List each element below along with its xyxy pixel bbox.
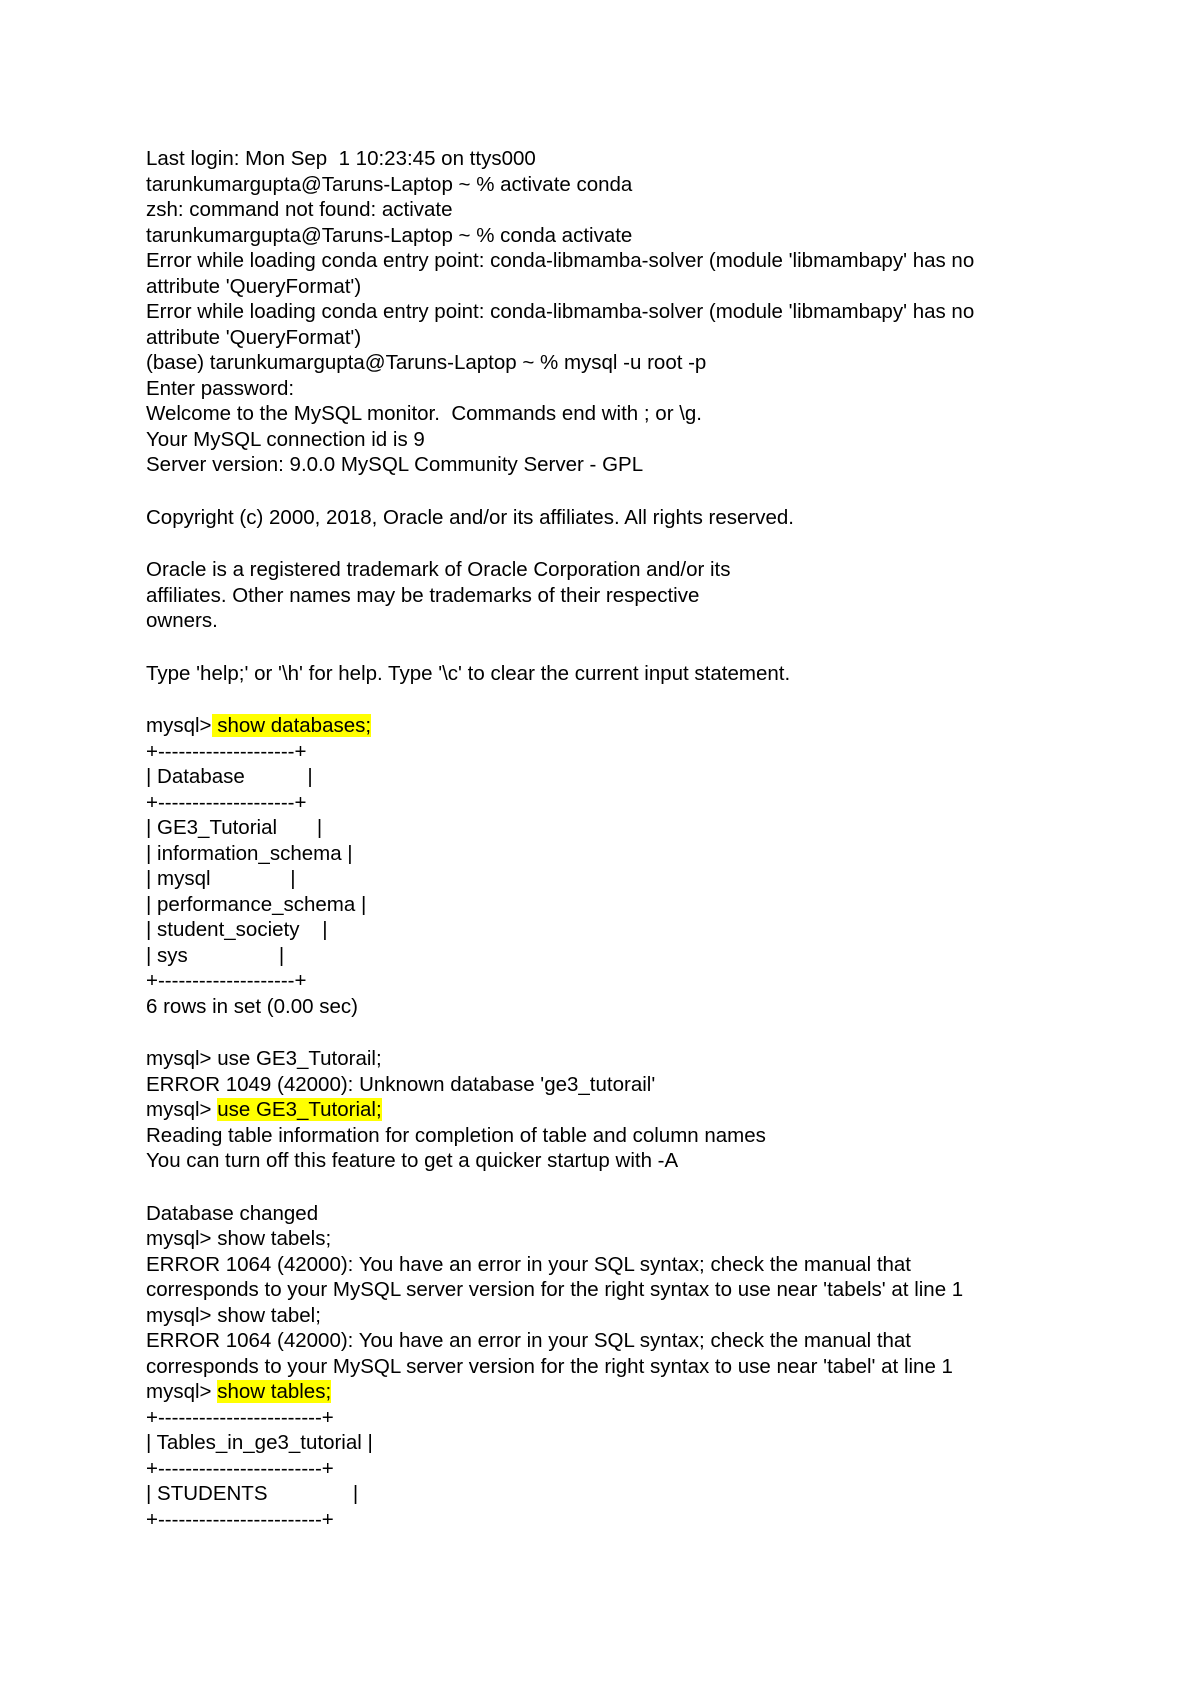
copyright-block (146, 505, 1146, 531)
highlighted-command: show databases; (211, 714, 372, 737)
transcript-line: mysql> use GE3_Tutorail; (146, 1047, 382, 1070)
transcript-line: Copyright (c) 2000, 2018, Oracle and/or its affiliates. All rights reserved. (146, 505, 794, 529)
table-row: | GE3_Tutorial | (146, 816, 323, 839)
blank-line (146, 686, 1146, 713)
show-tables-block (146, 1201, 1146, 1533)
error-line: ERROR 1049 (42000): Unknown database 'ge3_tutorail' (146, 1072, 656, 1096)
table-row: | performance_schema | (146, 892, 367, 916)
table-header-row: | Tables_in_ge3_tutorial | (146, 1431, 373, 1454)
command-line (146, 1097, 1146, 1123)
transcript-line: Error while loading conda entry point: conda-libmamba-solver (module 'libmambapy' has no (146, 249, 975, 272)
transcript-line: Server version: 9.0.0 MySQL Community Server - GPL (146, 453, 644, 476)
table-border: +------------------------+ (146, 1456, 334, 1480)
transcript-line: Error while loading conda entry point: conda-libmamba-solver (module 'libmambapy' has no (146, 300, 975, 323)
login-block (146, 146, 1146, 478)
error-line: ERROR 1064 (42000): You have an error in your SQL syntax; check the manual that (146, 1329, 912, 1352)
terminal-transcript-document (146, 146, 1146, 1532)
blank-line (146, 478, 1146, 505)
transcript-line: Reading table information for completion of table and column names (146, 1123, 766, 1147)
table-row: | mysql | (146, 867, 296, 890)
error-line: ERROR 1064 (42000): You have an error in your SQL syntax; check the manual that (146, 1252, 912, 1276)
table-border: +--------------------+ (146, 790, 307, 814)
use-database-block (146, 1046, 1146, 1174)
blank-line (146, 634, 1146, 661)
transcript-line: Your MySQL connection id is 9 (146, 427, 425, 451)
transcript-line: owners. (146, 609, 218, 632)
highlighted-command: use GE3_Tutorial; (217, 1098, 382, 1121)
command-line (146, 713, 1146, 739)
transcript-line: mysql> show tabel; (146, 1303, 321, 1327)
error-line: corresponds to your MySQL server version for the right syntax to use near 'tabels' at line 1 (146, 1278, 964, 1301)
show-databases-block (146, 713, 1146, 1019)
transcript-line: Database changed (146, 1201, 319, 1225)
table-row: | student_society | (146, 918, 328, 941)
blank-line (146, 530, 1146, 557)
table-border: +--------------------+ (146, 969, 307, 992)
error-line: corresponds to your MySQL server version for the right syntax to use near 'tabel' at line 1 (146, 1354, 953, 1378)
result-summary: 6 rows in set (0.00 sec) (146, 994, 358, 1018)
transcript-line: zsh: command not found: activate (146, 198, 453, 221)
table-border: +--------------------+ (146, 739, 307, 763)
transcript-line: Oracle is a registered trademark of Oracle Corporation and/or its (146, 558, 731, 581)
blank-line (146, 1174, 1146, 1201)
transcript-line: tarunkumargupta@Taruns-Laptop ~ % activate conda (146, 172, 633, 196)
table-border: +------------------------+ (146, 1405, 334, 1429)
help-block (146, 661, 1146, 687)
transcript-line: attribute 'QueryFormat') (146, 325, 362, 349)
table-row: | STUDENTS | (146, 1482, 359, 1505)
transcript-line: You can turn off this feature to get a quicker startup with -A (146, 1149, 679, 1172)
highlighted-command: show tables; (217, 1380, 332, 1403)
transcript-line: Welcome to the MySQL monitor. Commands end with ; or \g. (146, 402, 703, 425)
trademark-block (146, 557, 1146, 634)
transcript-line: Last login: Mon Sep 1 10:23:45 on ttys000 (146, 147, 536, 170)
table-row: | information_schema | (146, 841, 353, 865)
transcript-line: affiliates. Other names may be trademarks of their respective (146, 583, 700, 607)
transcript-line: (base) tarunkumargupta@Taruns-Laptop ~ % mysql -u root -p (146, 351, 707, 374)
command-line (146, 1379, 1146, 1405)
table-header-row: | Database | (146, 765, 313, 788)
transcript-line: attribute 'QueryFormat') (146, 274, 362, 298)
transcript-line: Enter password: (146, 376, 295, 400)
transcript-line: mysql> show tabels; (146, 1227, 332, 1250)
transcript-line: Type 'help;' or '\h' for help. Type '\c' to clear the current input statement. (146, 661, 791, 685)
prompt: mysql> (146, 714, 212, 737)
table-border: +------------------------+ (146, 1507, 334, 1531)
prompt: mysql> (146, 1098, 218, 1121)
transcript-line: tarunkumargupta@Taruns-Laptop ~ % conda activate (146, 223, 633, 247)
blank-line (146, 1019, 1146, 1046)
table-row: | sys | (146, 943, 285, 967)
prompt: mysql> (146, 1380, 218, 1403)
